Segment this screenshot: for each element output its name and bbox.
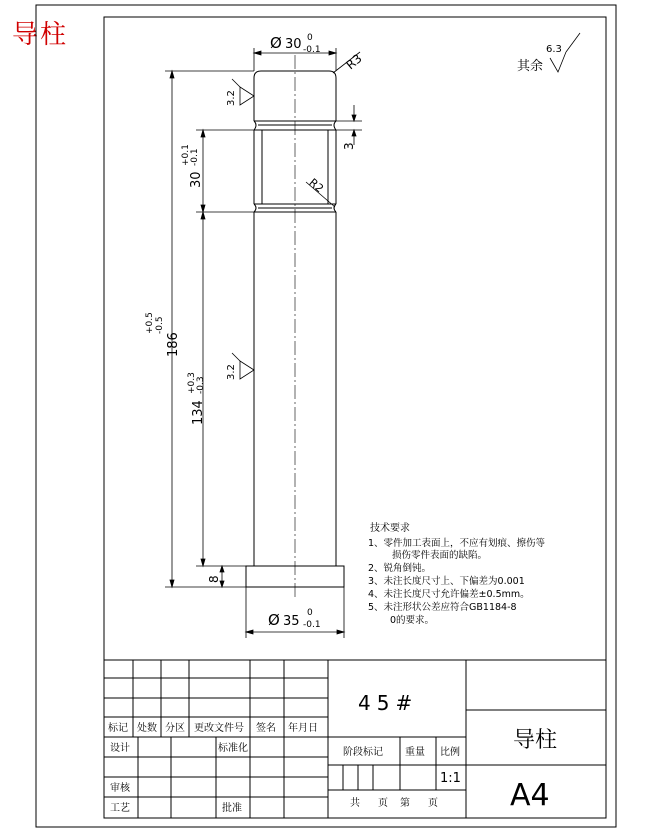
lower-length-upper-tol: +0.3: [187, 372, 197, 394]
tb-process-label: 工艺: [110, 803, 130, 814]
tb-signature-label: 签名: [256, 723, 276, 734]
upper-length-lower-tol: -0.1: [190, 148, 200, 166]
total-length-lower-tol: -0.5: [155, 316, 165, 334]
tb-stage-mark-label: 阶段标记: [343, 747, 383, 758]
top-diameter-symbol: Ø: [270, 34, 282, 52]
base-height-value: 8: [207, 575, 221, 583]
tb-design-label: 设计: [110, 743, 130, 754]
top-radius-label: R3: [343, 51, 365, 73]
tb-date-label: 年月日: [288, 723, 318, 734]
tech-req-line: 损伤零件表面的缺陷。: [392, 550, 488, 561]
upper-length-upper-tol: +0.1: [181, 144, 191, 166]
tb-count-label: 处数: [137, 723, 157, 734]
roughness-general-value: 6.3: [546, 44, 562, 55]
lower-length-value: 134: [191, 400, 206, 425]
bottom-diameter-value: 35: [283, 614, 300, 629]
tech-req-line: 3、未注长度尺寸上、下偏差为0.001: [368, 576, 525, 587]
top-diameter-upper-tol: 0: [307, 33, 313, 43]
tb-material: 45#: [358, 691, 419, 715]
tech-req-line: 2、锐角倒钝。: [368, 563, 432, 574]
roughness-lower-value: 3.2: [226, 364, 237, 380]
bottom-diameter-upper-tol: 0: [307, 608, 313, 618]
groove-width-label: 3: [342, 142, 356, 150]
tb-scale-value: 1:1: [440, 771, 461, 786]
tb-change-doc-label: 更改文件号: [194, 723, 244, 734]
bottom-diameter-symbol: Ø: [268, 611, 280, 629]
vertical-dimensions: [165, 71, 254, 587]
tech-req-line: 5、未注形状公差应符合GB1184-8: [368, 602, 517, 613]
tb-weight-label: 重量: [405, 747, 425, 758]
roughness-upper-value: 3.2: [226, 90, 237, 106]
tb-standardize-label: 标准化: [218, 743, 248, 754]
top-diameter-lower-tol: -0.1: [303, 45, 321, 55]
top-diameter-value: 30: [285, 37, 302, 52]
tech-req-line: 1、零件加工表面上，不应有划痕、擦伤等: [368, 538, 546, 549]
groove-radius-label: R2: [306, 175, 327, 196]
tb-sheet-no-label: 第: [400, 798, 410, 809]
tb-mark-label: 标记: [108, 723, 128, 734]
tb-approve-label: 批准: [222, 803, 242, 814]
tech-req-line: 0的要求。: [390, 615, 435, 626]
tb-sheets-unit-label: 页: [378, 798, 388, 809]
groove-width-dimension: [336, 105, 362, 145]
tech-req-line: 4、未注长度尺寸允许偏差±0.5mm。: [368, 589, 530, 600]
bottom-diameter-lower-tol: -0.1: [303, 620, 321, 630]
tb-sheets-total-label: 共: [350, 798, 360, 809]
total-length-value: 186: [166, 332, 181, 357]
tech-req-title: 技术要求: [370, 523, 410, 534]
technical-requirements: [368, 521, 546, 626]
corner-title: 导柱: [12, 20, 69, 50]
tb-sheet-unit2-label: 页: [428, 798, 438, 809]
upper-length-value: 30: [189, 171, 204, 188]
tb-zone-label: 分区: [165, 723, 185, 734]
tb-sheet-size: A4: [510, 778, 550, 813]
outer-frame: [36, 5, 616, 827]
tb-part-name: 导柱: [513, 728, 558, 753]
total-length-upper-tol: +0.5: [145, 312, 155, 334]
tb-scale-label: 比例: [440, 747, 460, 758]
tb-review-label: 审核: [110, 783, 130, 794]
lower-length-lower-tol: -0.3: [196, 376, 206, 394]
roughness-general-label: 其余: [517, 59, 544, 74]
